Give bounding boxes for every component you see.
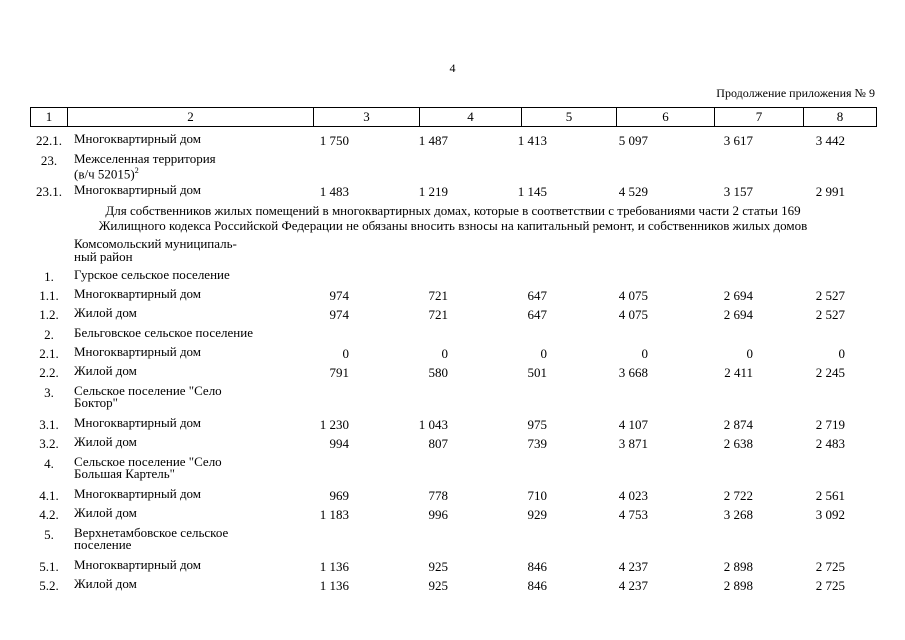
- cell-col-8: 0: [838, 346, 845, 361]
- cell-col-5: 975: [527, 417, 547, 432]
- row-name: Жилой дом: [74, 363, 137, 378]
- cell-col-6: 4 107: [618, 417, 648, 432]
- cell-col-5: 739: [527, 436, 547, 451]
- cell-col-3: 1 750: [319, 133, 349, 148]
- cell-col-3: 974: [329, 288, 349, 303]
- cell-col-3: 1 136: [319, 559, 349, 574]
- cell-col-5: 647: [527, 288, 547, 303]
- header-col-6: 6: [617, 108, 715, 127]
- cell-col-8: 2 725: [815, 559, 845, 574]
- row-number: 5.2.: [39, 578, 59, 593]
- header-col-2: 2: [68, 108, 314, 127]
- footnote-marker: 2: [134, 166, 139, 175]
- cell-col-3: 1 183: [319, 507, 349, 522]
- row-name: Многоквартирный дом: [74, 415, 202, 430]
- page-number: 4: [449, 61, 456, 75]
- row-name-line-2-text: (в/ч 52015): [74, 166, 135, 182]
- cell-col-4: 807: [428, 436, 448, 451]
- cell-col-6: 3 871: [618, 436, 648, 451]
- cell-col-6: 4 529: [618, 184, 648, 199]
- cell-col-3: 791: [329, 365, 349, 380]
- cell-col-7: 3 617: [723, 133, 753, 148]
- row-number: 2.2.: [39, 365, 59, 380]
- cell-col-6: 0: [641, 346, 648, 361]
- cell-col-8: 2 527: [815, 288, 845, 303]
- row-name: Межселенная территория: [74, 151, 216, 166]
- cell-col-6: 4 237: [618, 559, 648, 574]
- cell-col-5: 929: [527, 507, 547, 522]
- cell-col-3: 994: [329, 436, 349, 451]
- cell-col-4: 778: [428, 488, 448, 503]
- cell-col-7: 3 157: [723, 184, 753, 199]
- header-col-3: 3: [314, 108, 420, 127]
- cell-col-5: 846: [527, 559, 547, 574]
- cell-col-3: 974: [329, 307, 349, 322]
- cell-col-4: 1 487: [418, 133, 448, 148]
- row-name: Многоквартирный дом: [74, 286, 202, 301]
- cell-col-7: 2 722: [723, 488, 753, 503]
- row-name: Жилой дом: [74, 505, 137, 520]
- row-number: 3.1.: [39, 417, 59, 432]
- cell-col-3: 1 136: [319, 578, 349, 593]
- row-name: Сельское поселение "Село: [74, 383, 222, 398]
- cell-col-8: 2 719: [815, 417, 845, 432]
- header-col-4: 4: [420, 108, 522, 127]
- row-name: Многоквартирный дом: [74, 131, 202, 146]
- row-number: 5.1.: [39, 559, 59, 574]
- cell-col-6: 4 753: [618, 507, 648, 522]
- cell-col-4: 1 043: [418, 417, 448, 432]
- cell-col-5: 647: [527, 307, 547, 322]
- row-name: Многоквартирный дом: [74, 486, 202, 501]
- cell-col-5: 1 413: [517, 133, 547, 148]
- cell-col-4: 1 219: [418, 184, 448, 199]
- cell-col-5: 0: [540, 346, 547, 361]
- row-name: Бельговское сельское поселение: [74, 325, 253, 340]
- column-number-header: [30, 107, 877, 127]
- row-number: 23.1.: [36, 184, 62, 199]
- cell-col-3: 1 483: [319, 184, 349, 199]
- cell-col-7: 3 268: [723, 507, 753, 522]
- district-name-line-2: ный район: [74, 249, 133, 264]
- note-line-2: Жилищного кодекса Российской Федерации не обязаны вносить взносы на капитальный ремонт, и собственников жилых домов: [98, 218, 808, 233]
- cell-col-8: 2 725: [815, 578, 845, 593]
- cell-col-6: 4 075: [618, 288, 648, 303]
- row-name: Гурское сельское поселение: [74, 267, 230, 282]
- cell-col-3: 0: [342, 346, 349, 361]
- cell-col-3: 969: [329, 488, 349, 503]
- row-number: 4.1.: [39, 488, 59, 503]
- cell-col-4: 996: [428, 507, 448, 522]
- cell-col-8: 3 092: [815, 507, 845, 522]
- row-name-line-2-text: Боктор": [74, 395, 118, 410]
- row-name-line-2: [74, 397, 118, 409]
- row-name: Многоквартирный дом: [74, 344, 202, 359]
- row-name: Верхнетамбовское сельское: [74, 525, 229, 540]
- header-col-1: 1: [31, 108, 68, 127]
- cell-col-6: 3 668: [618, 365, 648, 380]
- cell-col-8: 2 561: [815, 488, 845, 503]
- row-number: 3.: [44, 385, 54, 400]
- row-number: 4.: [44, 456, 54, 471]
- cell-col-7: 2 898: [723, 578, 753, 593]
- row-name: Жилой дом: [74, 576, 137, 591]
- cell-col-6: 4 075: [618, 307, 648, 322]
- cell-col-7: 2 874: [723, 417, 753, 432]
- row-number: 4.2.: [39, 507, 59, 522]
- row-name-line-2: [74, 468, 175, 480]
- cell-col-7: 2 694: [723, 288, 753, 303]
- cell-col-7: 2 638: [723, 436, 753, 451]
- cell-col-4: 721: [428, 288, 448, 303]
- cell-col-8: 2 483: [815, 436, 845, 451]
- cell-col-6: 4 023: [618, 488, 648, 503]
- cell-col-4: 0: [441, 346, 448, 361]
- row-name-line-2-text: Большая Картель": [74, 466, 175, 481]
- cell-col-6: 5 097: [618, 133, 648, 148]
- row-number: 23.: [40, 153, 58, 168]
- note-line-1: Для собственников жилых помещений в многоквартирных домах, которые в соответствии с требованиями части 2 статьи 169: [105, 203, 801, 218]
- row-number: 1.: [44, 269, 54, 284]
- header-col-7: 7: [715, 108, 804, 127]
- cell-col-6: 4 237: [618, 578, 648, 593]
- cell-col-8: 2 527: [815, 307, 845, 322]
- row-name-line-2-text: поселение: [74, 537, 132, 552]
- district-name-line-1: Комсомольский муниципаль-: [74, 236, 237, 251]
- cell-col-4: 925: [428, 578, 448, 593]
- row-name: Жилой дом: [74, 434, 137, 449]
- row-number: 5.: [44, 527, 54, 542]
- cell-col-8: 2 991: [815, 184, 845, 199]
- cell-col-5: 501: [527, 365, 547, 380]
- row-name-line-2: [74, 539, 131, 551]
- cell-col-7: 2 694: [723, 307, 753, 322]
- row-name-line-2: [74, 165, 139, 180]
- row-number: 1.2.: [39, 307, 59, 322]
- row-name: Многоквартирный дом: [74, 557, 202, 572]
- cell-col-7: 0: [746, 346, 753, 361]
- cell-col-3: 1 230: [319, 417, 349, 432]
- row-name: Многоквартирный дом: [74, 182, 202, 197]
- row-number: 2.1.: [39, 346, 59, 361]
- cell-col-4: 721: [428, 307, 448, 322]
- row-number: 2.: [44, 327, 54, 342]
- header-col-5: 5: [522, 108, 617, 127]
- row-number: 1.1.: [39, 288, 59, 303]
- cell-col-4: 925: [428, 559, 448, 574]
- cell-col-5: 846: [527, 578, 547, 593]
- cell-col-5: 1 145: [517, 184, 547, 199]
- row-name: Сельское поселение "Село: [74, 454, 222, 469]
- cell-col-7: 2 898: [723, 559, 753, 574]
- cell-col-8: 3 442: [815, 133, 845, 148]
- cell-col-7: 2 411: [724, 365, 753, 380]
- row-number: 3.2.: [39, 436, 59, 451]
- cell-col-5: 710: [527, 488, 547, 503]
- row-number: 22.1.: [36, 133, 62, 148]
- header-col-8: 8: [804, 108, 877, 127]
- row-name: Жилой дом: [74, 305, 137, 320]
- cell-col-4: 580: [428, 365, 448, 380]
- continuation-label: Продолжение приложения № 9: [716, 86, 875, 100]
- cell-col-8: 2 245: [815, 365, 845, 380]
